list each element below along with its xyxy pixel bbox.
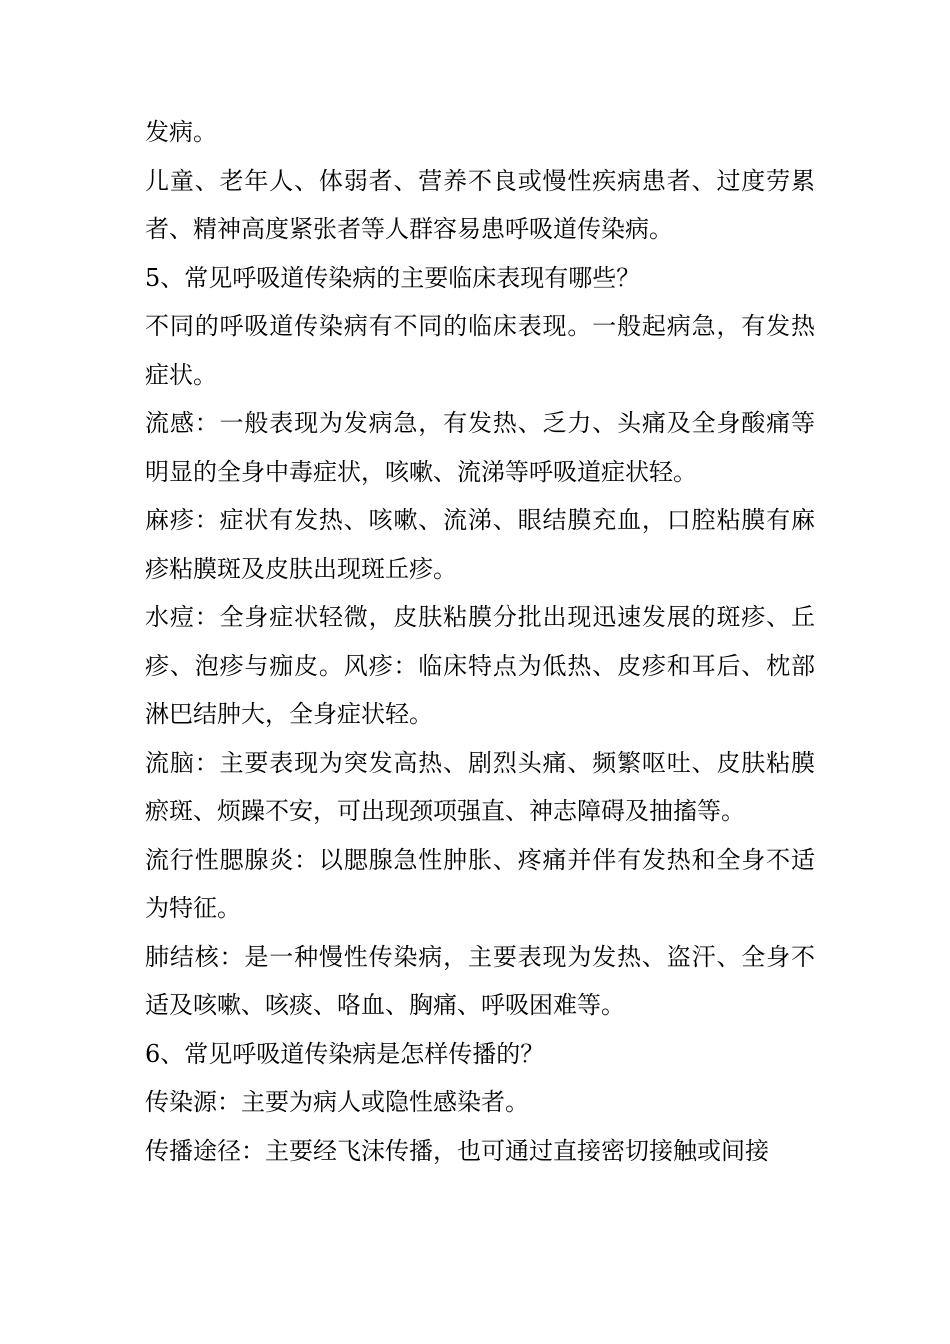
paragraph-influenza: 流感：一般表现为发病急，有发热、乏力、头痛及全身酸痛等明显的全身中毒症状，咳嗽、流涕等呼吸道症状轻。: [145, 409, 815, 486]
document-body: [145, 108, 815, 1175]
question-heading-5: 5、常见呼吸道传染病的主要临床表现有哪些？: [145, 263, 641, 292]
paragraph-transmission-route: 传播途径：主要经飞沫传播，也可通过直接密切接触或间接: [145, 1136, 769, 1165]
paragraph-meningitis: 流脑：主要表现为突发高热、剧烈头痛、频繁呕吐、皮肤粘膜瘀斑、烦躁不安，可出现颈项强直、神志障碍及抽搐等。: [145, 748, 815, 825]
paragraph-continuation: 发病。: [145, 118, 217, 146]
paragraph-measles: 麻疹：症状有发热、咳嗽、流涕、眼结膜充血，口腔粘膜有麻疹粘膜斑及皮肤出现斑丘疹。: [145, 506, 815, 583]
paragraph-chickenpox-rubella: 水痘：全身症状轻微，皮肤粘膜分批出现迅速发展的斑疹、丘疹、泡疹与痂皮。风疹：临床特点为低热、皮疹和耳后、枕部淋巴结肿大，全身症状轻。: [145, 603, 815, 728]
question-heading-6: 6、常见呼吸道传染病是怎样传播的？: [145, 1039, 545, 1068]
paragraph-infection-source: 传染源：主要为病人或隐性感染者。: [145, 1088, 529, 1116]
paragraph-susceptible-groups: 儿童、老年人、体弱者、营养不良或慢性疾病患者、过度劳累者、精神高度紧张者等人群容易患呼吸道传染病。: [145, 166, 815, 243]
paragraph-mumps: 流行性腮腺炎：以腮腺急性肿胀、疼痛并伴有发热和全身不适为特征。: [145, 845, 815, 922]
paragraph-tuberculosis: 肺结核：是一种慢性传染病，主要表现为发热、盗汗、全身不适及咳嗽、咳痰、咯血、胸痛、呼吸困难等。: [145, 942, 815, 1019]
paragraph-general-symptoms: 不同的呼吸道传染病有不同的临床表现。一般起病急，有发热症状。: [145, 312, 815, 389]
